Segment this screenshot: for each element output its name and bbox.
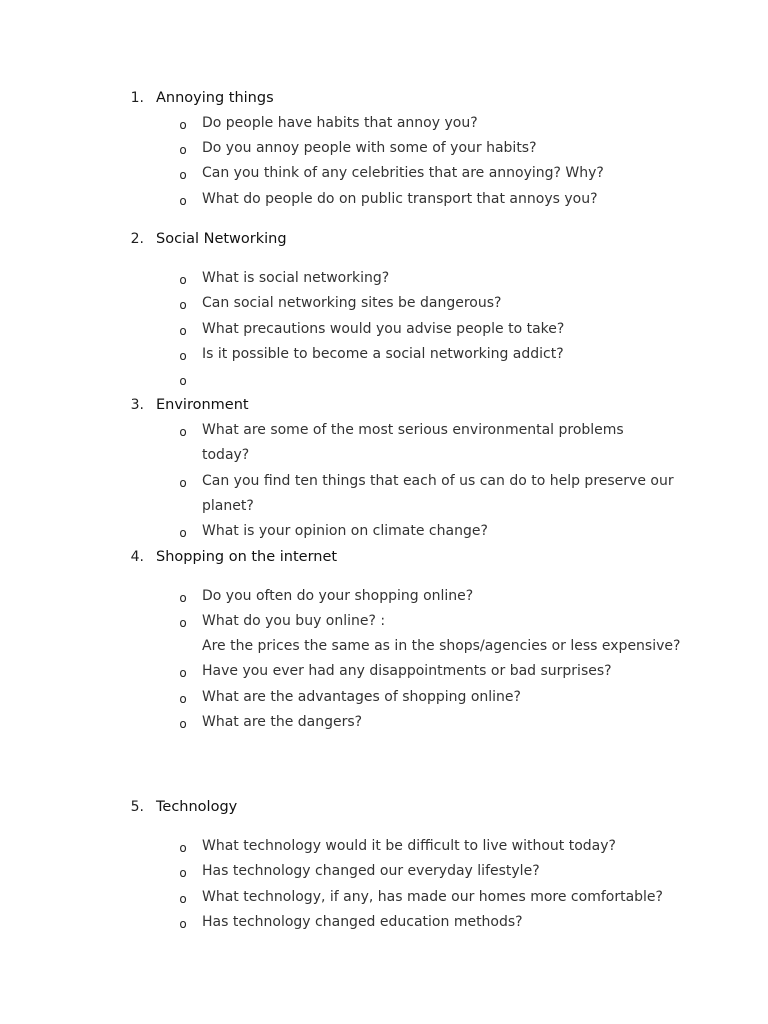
question-item: Have you ever had any disappointments or bad surprises?: [202, 663, 612, 679]
section-heading: Social Networking: [156, 231, 287, 247]
question-item: What are the advantages of shopping online?: [202, 689, 521, 705]
question-item: What technology would it be difficult to live without today?: [202, 838, 616, 854]
bullet-icon: o: [179, 324, 187, 338]
question-item-continuation: today?: [202, 447, 250, 463]
question-item: Do you often do your shopping online?: [202, 588, 474, 604]
question-item: What are some of the most serious environmental problems: [202, 422, 624, 438]
section-number: 3.: [130, 397, 144, 413]
section-heading: Technology: [156, 799, 238, 815]
section-heading: Environment: [156, 397, 249, 413]
question-item: Has technology changed our everyday lifestyle?: [202, 863, 540, 879]
section-number: 4.: [130, 549, 144, 565]
bullet-icon: o: [179, 374, 187, 388]
section-heading: Annoying things: [156, 90, 274, 106]
section-heading: Shopping on the internet: [156, 549, 338, 565]
question-item: Can you think of any celebrities that are annoying? Why?: [202, 165, 604, 181]
question-item: What is social networking?: [202, 270, 390, 286]
bullet-icon: o: [179, 143, 187, 157]
question-item: What technology, if any, has made our homes more comfortable?: [202, 889, 663, 905]
question-item: What do you buy online? :: [202, 613, 386, 629]
bullet-icon: o: [179, 892, 187, 906]
question-item: Can you find ten things that each of us can do to help preserve our: [202, 473, 674, 489]
bullet-icon: o: [179, 349, 187, 363]
bullet-icon: o: [179, 917, 187, 931]
question-item: Has technology changed education methods?: [202, 914, 523, 930]
bullet-icon: o: [179, 841, 187, 855]
bullet-icon: o: [179, 273, 187, 287]
bullet-icon: o: [179, 298, 187, 312]
question-item-continuation: Are the prices the same as in the shops/agencies or less expensive?: [202, 638, 681, 654]
section-number: 1.: [130, 90, 144, 106]
bullet-icon: o: [179, 118, 187, 132]
bullet-icon: o: [179, 616, 187, 630]
question-item: Do people have habits that annoy you?: [202, 115, 478, 131]
section-number: 5.: [130, 799, 144, 815]
question-item-continuation: planet?: [202, 498, 254, 514]
bullet-icon: o: [179, 476, 187, 490]
question-item: What are the dangers?: [202, 714, 363, 730]
bullet-icon: o: [179, 717, 187, 731]
question-item: What do people do on public transport that annoys you?: [202, 191, 598, 207]
bullet-icon: o: [179, 591, 187, 605]
bullet-icon: o: [179, 866, 187, 880]
section-number: 2.: [130, 231, 144, 247]
bullet-icon: o: [179, 666, 187, 680]
bullet-icon: o: [179, 168, 187, 182]
bullet-icon: o: [179, 194, 187, 208]
question-item: Do you annoy people with some of your habits?: [202, 140, 537, 156]
question-item: Is it possible to become a social networking addict?: [202, 346, 564, 362]
question-item: Can social networking sites be dangerous?: [202, 295, 502, 311]
bullet-icon: o: [179, 526, 187, 540]
bullet-icon: o: [179, 425, 187, 439]
question-item: What is your opinion on climate change?: [202, 523, 488, 539]
question-item: What precautions would you advise people to take?: [202, 321, 565, 337]
bullet-icon: o: [179, 692, 187, 706]
